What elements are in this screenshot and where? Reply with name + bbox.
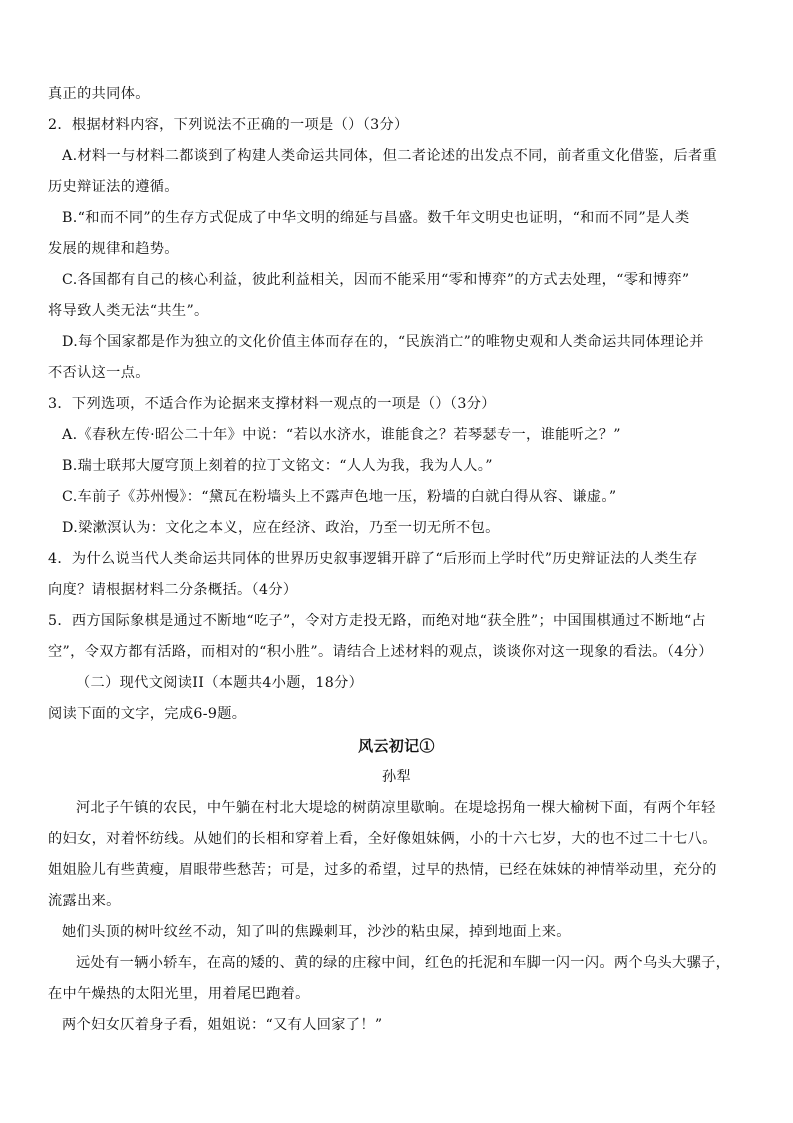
question-3: 3．下列选项，不适合作为论据来支撑材料一观点的一项是（）（3分） xyxy=(48,396,496,412)
paragraph-line: 两个妇女仄着身子看，姐姐说：“又有人回家了！” xyxy=(62,1017,383,1033)
option-3c: C.车前子《苏州慢》：“黛瓦在粉墙头上不露声色地一压，粉墙的白就白得从容、谦虚。” xyxy=(62,489,617,505)
paragraph-line: 河北子午镇的农民，中午躺在村北大堤埝的树荫凉里歇晌。在堤埝拐角一棵大榆树下面，有两个年轻 xyxy=(76,800,716,816)
option-3a: A.《春秋左传·昭公二十年》中说：“若以水济水，谁能食之？若琴瑟专一，谁能听之？” xyxy=(62,427,621,443)
option-2c: C.各国都有自己的核心利益，彼此利益相关，因而不能采用“零和博弈”的方式去处理，“零和博弈” xyxy=(62,272,690,288)
section-heading: （二）现代文阅读II（本题共4小题，18分） xyxy=(76,675,364,691)
option-2a: A.材料一与材料二都谈到了构建人类命运共同体，但二者论述的出发点不同，前者重文化借鉴，后者重 xyxy=(62,148,718,164)
option-3b: B.瑞士联邦大厦穹顶上刻着的拉丁文铭文：“人人为我，我为人人。” xyxy=(62,458,493,474)
text-line: 不否认这一点。 xyxy=(48,365,150,381)
paragraph-line: 在中午燥热的太阳光里，用着尾巴跑着。 xyxy=(48,986,310,1002)
reading-instruction: 阅读下面的文字，完成6-9题。 xyxy=(48,706,247,722)
option-2d: D.每个国家都是作为独立的文化价值主体而存在的，“民族消亡”的唯物史观和人类命运共同体理论并 xyxy=(62,334,704,350)
article-author: 孙犁 xyxy=(381,769,412,785)
article-title: 风云初记① xyxy=(358,737,435,755)
paragraph-line: 姐姐脸儿有些黄瘦，眉眼带些愁苦；可是，过多的希望，过早的热情，已经在妹妹的神情举动里，充分的 xyxy=(48,862,717,878)
question-2: 2．根据材料内容，下列说法不正确的一项是（）（3分） xyxy=(48,117,409,133)
text-line: 发展的规律和趋势。 xyxy=(48,241,179,257)
text-line: 历史辩证法的遵循。 xyxy=(48,179,179,195)
question-5: 5．西方国际象棋是通过不断地“吃子”，令对方走投无路，而绝对地“获全胜”；中国围棋通过不断地“占 xyxy=(48,613,706,629)
paragraph-line: 她们头顶的树叶纹丝不动，知了叫的焦躁刺耳，沙沙的粘虫屎，掉到地面上来。 xyxy=(62,924,571,940)
option-3d: D.梁漱溟认为：文化之本义，应在经济、政治，乃至一切无所不包。 xyxy=(62,520,500,536)
text-line: 空”，令双方都有活路，而相对的“积小胜”。请结合上述材料的观点，谈谈你对这一现象的看法。（4分） xyxy=(48,644,713,660)
paragraph-line: 的妇女，对着怀纺线。从她们的长相和穿着上看，全好像姐妹俩，小的十六七岁，大的也不过二十七八。 xyxy=(48,831,717,847)
text-line: 向度？请根据材料二分条概括。（4分） xyxy=(48,582,298,598)
text-line: 真正的共同体。 xyxy=(48,86,150,102)
paragraph-line: 远处有一辆小轿车，在高的矮的、黄的绿的庄稼中间，红色的托泥和车脚一闪一闪。两个乌头大骡子， xyxy=(76,955,731,971)
paragraph-line: 流露出来。 xyxy=(48,893,121,909)
question-4: 4．为什么说当代人类命运共同体的世界历史叙事逻辑开辟了“后形而上学时代”历史辩证法的人类生存 xyxy=(48,551,698,567)
option-2b: B.“和而不同”的生存方式促成了中华文明的绵延与昌盛。数千年文明史也证明，“和而不同”是人类 xyxy=(62,210,690,226)
text-line: 将导致人类无法“共生”。 xyxy=(48,303,209,319)
